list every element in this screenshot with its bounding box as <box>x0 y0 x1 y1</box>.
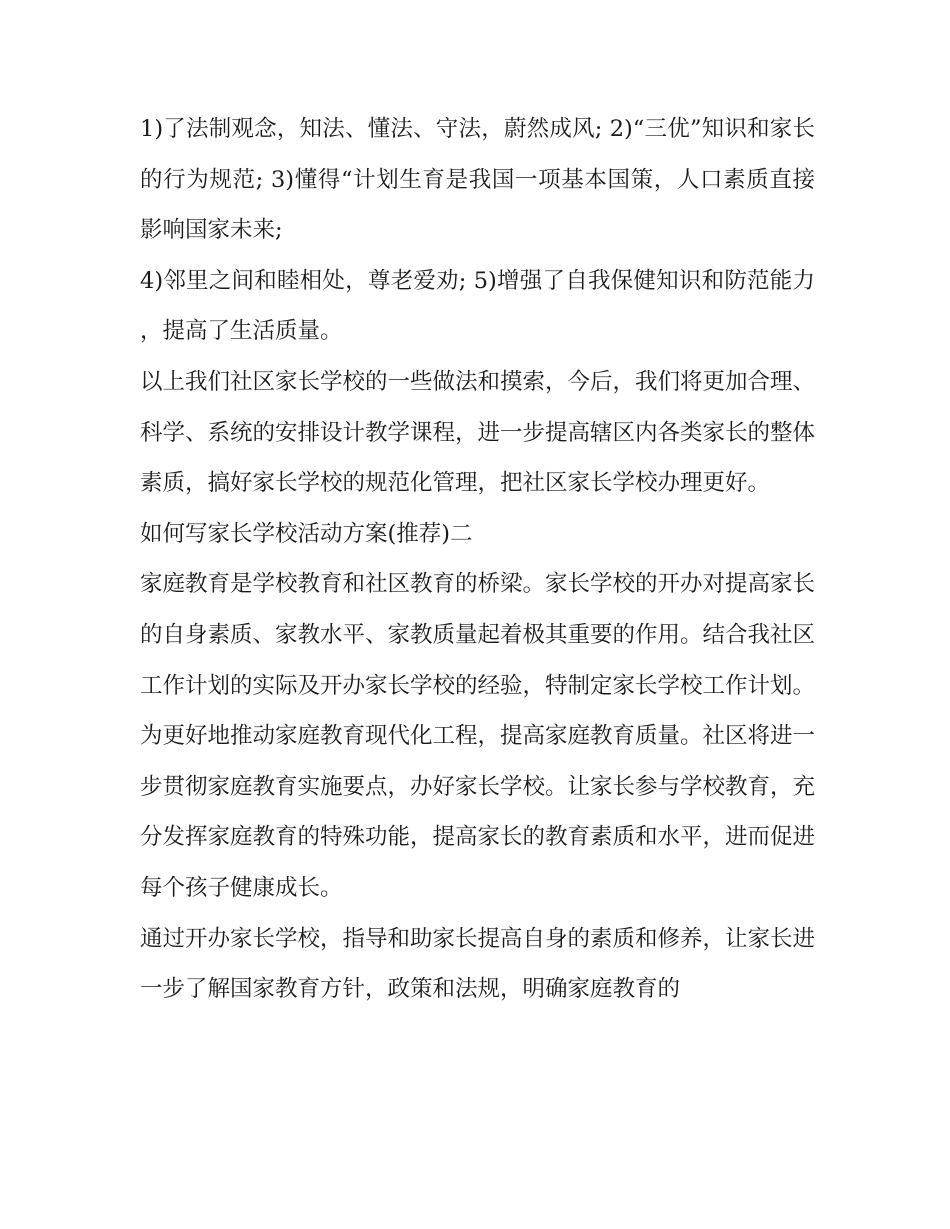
paragraph-neighbors-health: 4)邻里之间和睦相处，尊老爱劝; 5)增强了自我保健知识和防范能力，提高了生活质量。 <box>140 267 815 345</box>
section-heading: 如何写家长学校活动方案(推荐)二 <box>140 520 473 547</box>
paragraph-parent-guidance: 通过开办家长学校，指导和助家长提高自身的素质和修养，让家长进一步了解国家教育方针，政策和法规，明确家庭教育的 <box>140 925 816 1003</box>
paragraph-family-education-bridge: 家庭教育是学校教育和社区教育的桥梁。家长学校的开办对提高家长的自身素质、家教水平、家教质量起着极其重要的作用。结合我社区工作计划的实际及开办家长学校的经验，特制定家长学校工作计划。 <box>140 571 816 699</box>
paragraph-rights-awareness: 1)了法制观念，知法、懂法、守法，蔚然成风; 2)“三优”知识和家长的行为规范; 3)懂得“计划生育是我国一项基本国策，人口素质直接影响国家未来; <box>140 116 815 244</box>
document-page <box>140 104 815 1015</box>
paragraph-modernization-goals: 为更好地推动家庭教育现代化工程，提高家庭教育质量。社区将进一步贯彻家庭教育实施要点，办好家长学校。让家长参与学校教育，充分发挥家庭教育的特殊功能，提高家长的教育素质和水平，进而促进每个孩子健康成长。 <box>140 723 816 901</box>
paragraph-future-plans: 以上我们社区家长学校的一些做法和摸索，今后，我们将更加合理、科学、系统的安排设计教学课程，进一步提高辖区内各类家长的整体素质，搞好家长学校的规范化管理，把社区家长学校办理更好。 <box>140 368 816 497</box>
